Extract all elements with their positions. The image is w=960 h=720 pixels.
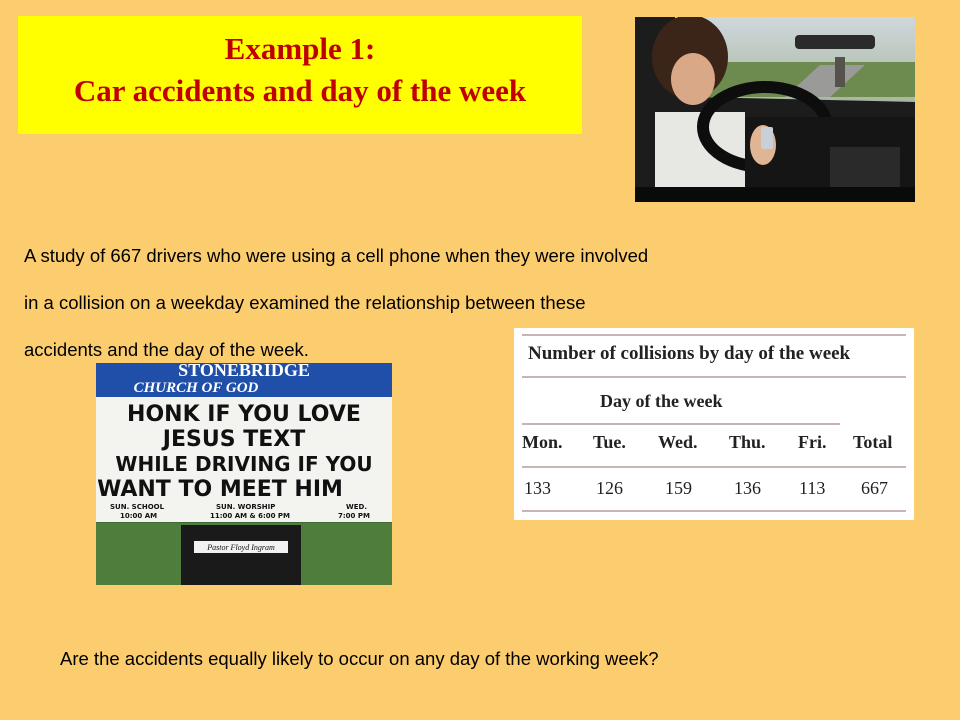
study-description-line-2: in a collision on a weekday examined the relationship between these <box>24 292 586 313</box>
table-header-cell: Tue. <box>593 432 626 452</box>
sign-schedule-label-1: SUN. SCHOOL <box>110 503 165 511</box>
study-description-line-3: accidents and the day of the week. <box>24 339 309 360</box>
sign-schedule-time-3: 7:00 PM <box>338 512 370 520</box>
table-cell: 126 <box>596 478 623 498</box>
table-header-cell: Total <box>853 432 893 452</box>
sign-message-line-4: WANT TO MEET HIM <box>97 477 343 502</box>
sign-schedule-label-2: SUN. WORSHIP <box>216 503 276 511</box>
collisions-table <box>514 328 914 520</box>
sign-schedule-time-1: 10:00 AM <box>120 512 158 520</box>
table-header-cell: Fri. <box>798 432 827 452</box>
church-sign-photo <box>96 363 392 585</box>
table-top-rule <box>522 334 906 336</box>
sign-message-line-2: JESUS TEXT <box>162 427 306 452</box>
table-subheader-rule <box>522 423 840 425</box>
sign-pastor: Pastor Floyd Ingram <box>207 543 275 552</box>
driver-texting-photo <box>635 17 915 202</box>
table-caption-rule <box>522 376 906 378</box>
table-cell: 133 <box>524 478 551 498</box>
table-header-cell: Thu. <box>729 432 766 452</box>
study-description-line-1: A study of 667 drivers who were using a cell phone when they were involved <box>24 245 649 266</box>
table-cell: 113 <box>799 478 826 498</box>
sign-church-sub: CHURCH OF GOD <box>133 380 259 396</box>
title-line-1: Example 1: <box>224 31 376 66</box>
table-header-cell: Wed. <box>658 432 698 452</box>
sign-schedule-label-3: WED. <box>346 503 367 511</box>
table-cell: 159 <box>665 478 692 498</box>
table-bottom-rule <box>522 510 906 512</box>
question-text: Are the accidents equally likely to occur on any day of the working week? <box>60 648 659 669</box>
table-header-cell: Mon. <box>522 432 563 452</box>
table-subheader: Day of the week <box>600 391 723 411</box>
title-box <box>18 16 582 134</box>
table-cell: 136 <box>734 478 761 498</box>
table-caption: Number of collisions by day of the week <box>528 343 851 364</box>
sign-message-line-1: HONK IF YOU LOVE <box>127 402 361 427</box>
title-line-2: Car accidents and day of the week <box>73 73 527 108</box>
table-row <box>514 478 914 502</box>
sign-message-line-3: WHILE DRIVING IF YOU <box>115 452 373 476</box>
table-header-rule <box>522 466 906 468</box>
table-header-row <box>514 432 914 456</box>
sign-schedule-time-2: 11:00 AM & 6:00 PM <box>210 512 291 520</box>
sign-church-name: STONEBRIDGE <box>178 363 310 380</box>
table-cell: 667 <box>861 478 888 498</box>
